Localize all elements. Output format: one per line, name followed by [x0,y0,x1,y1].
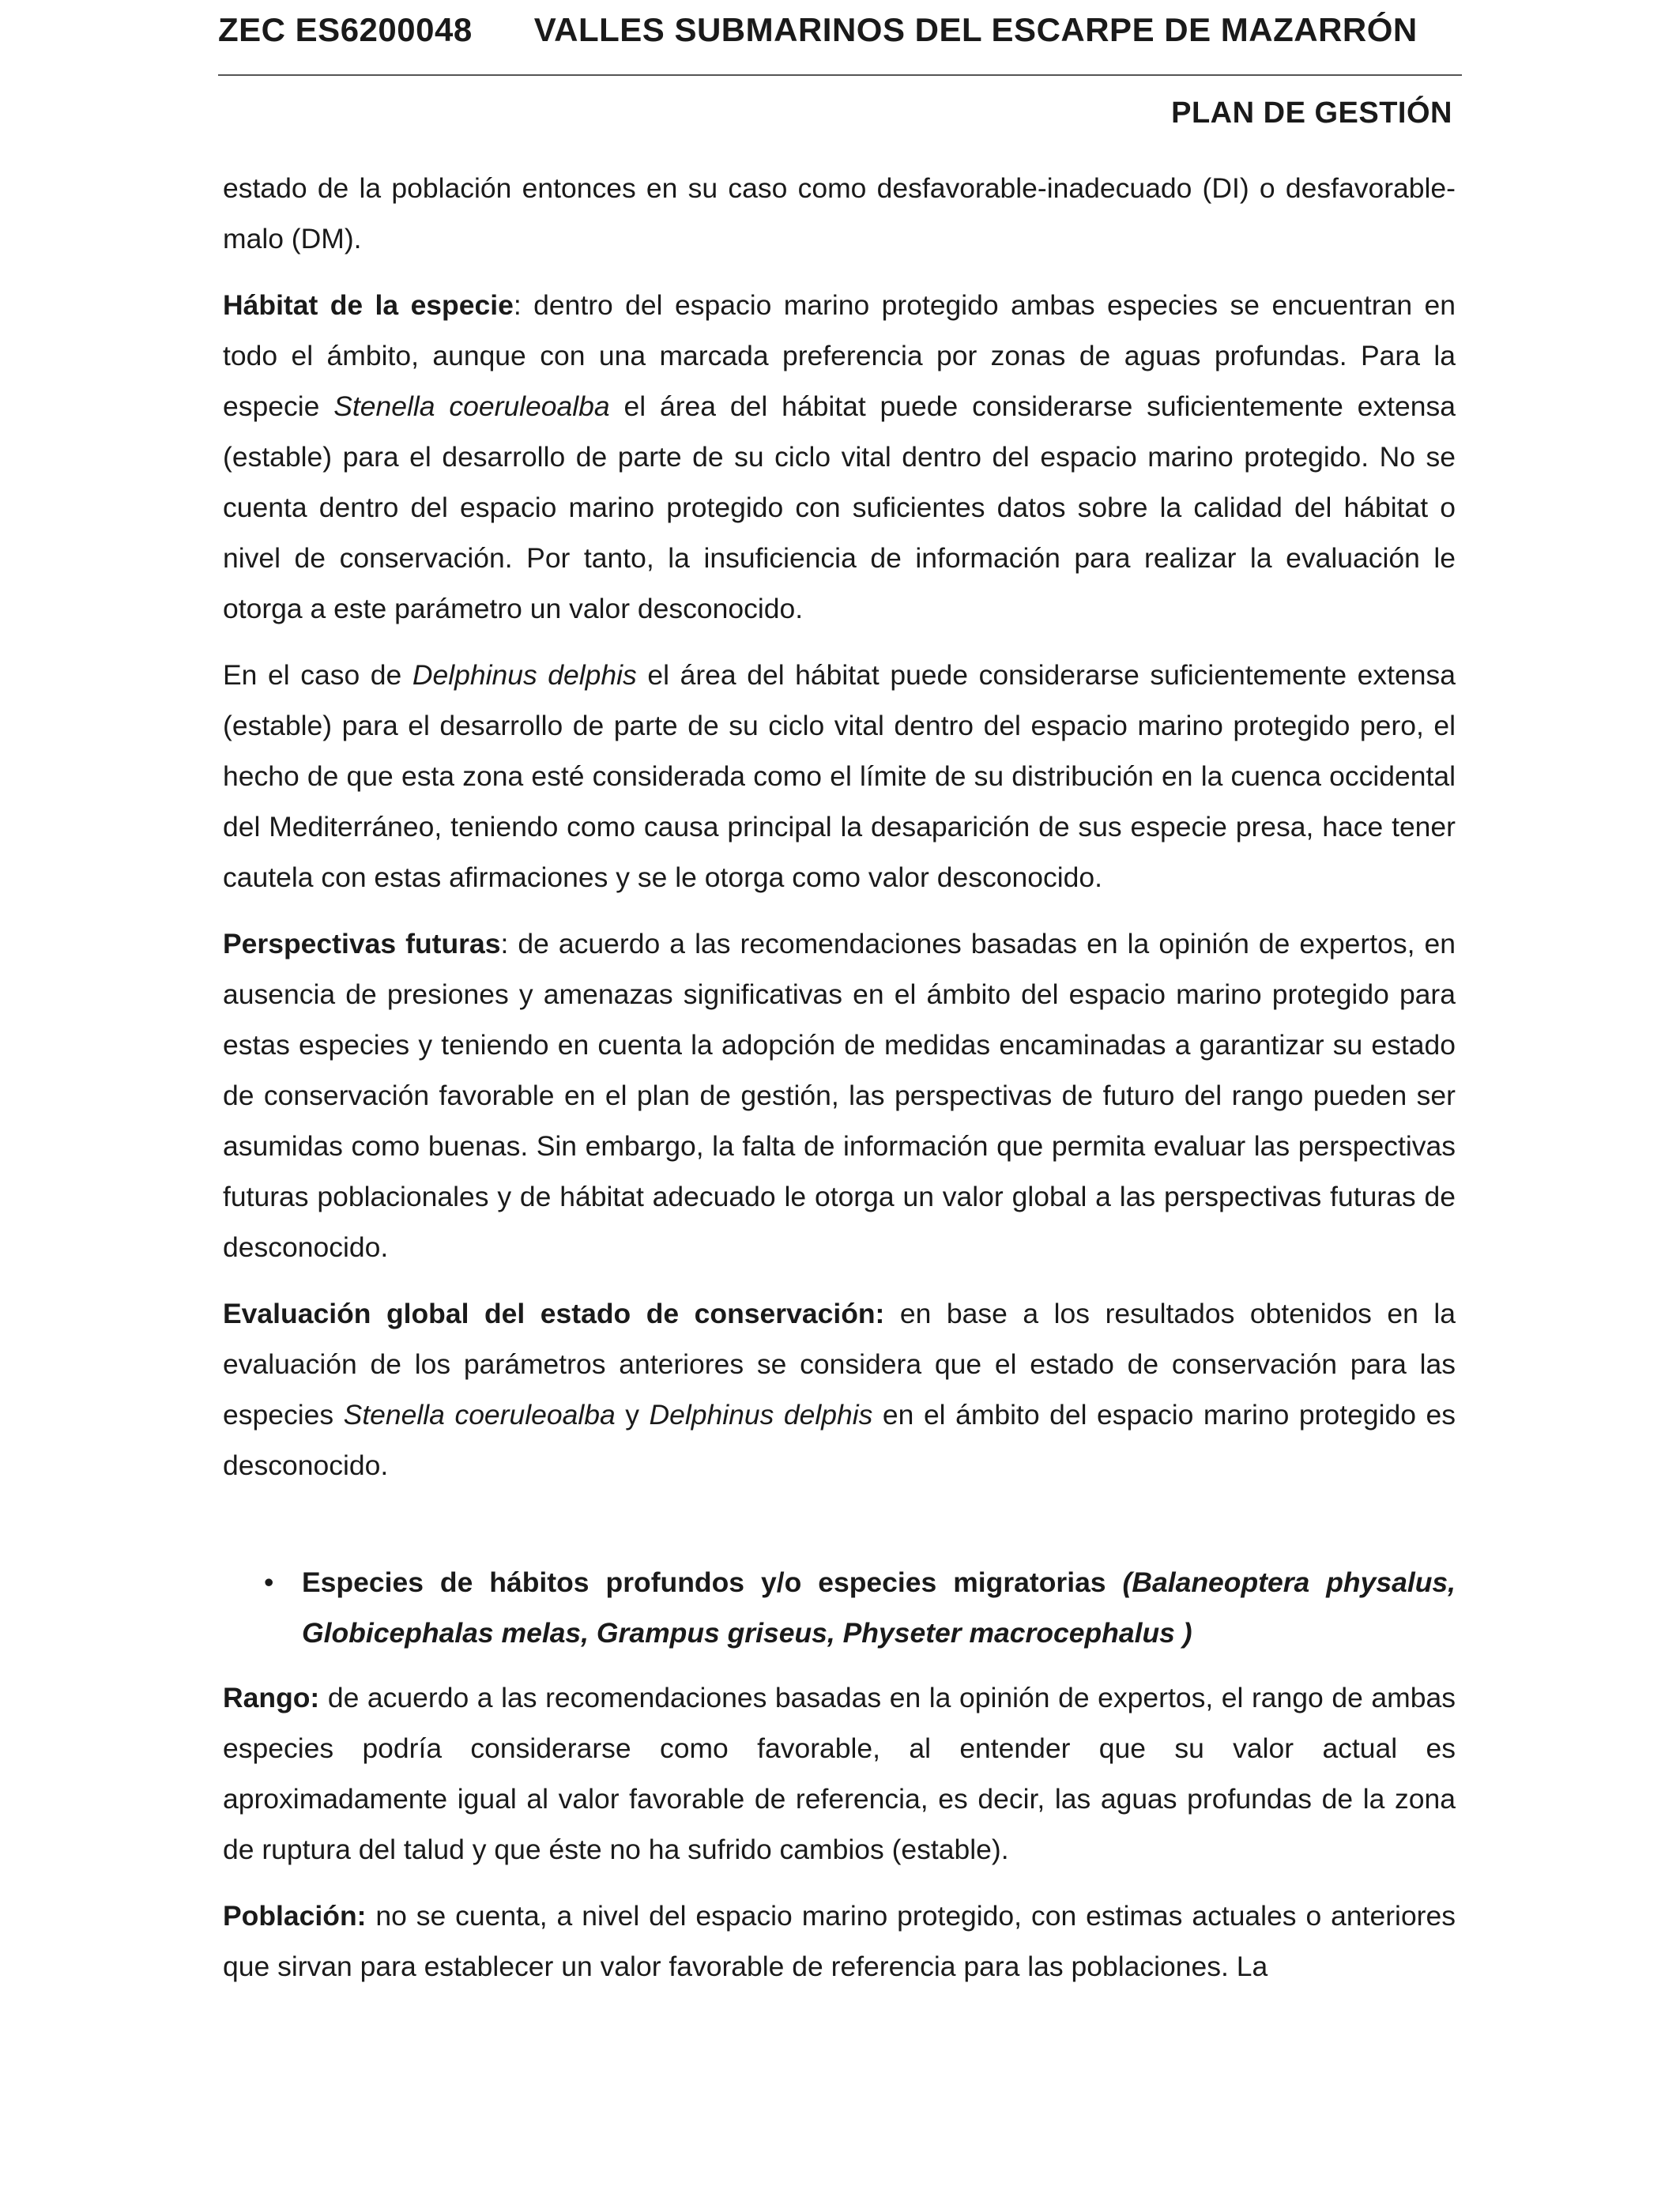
paragraph-rango [223,1672,1456,1875]
document-body [223,163,1456,2007]
paragraph-text: el área del hábitat puede considerarse suficientemente extensa (estable) para el desarrollo de parte de su ciclo vital dentro del espacio marino protegido. No se cuenta dentro del espacio marino protegido con suficientes datos sobre la calidad del hábitat o nivel de conservación. Por tanto, la insuficiencia de información para realizar la evaluación le otorga a este parámetro un valor desconocido. [223,390,1456,624]
paragraph-continuation [223,163,1456,264]
species-name: Stenella coeruleoalba [333,390,610,422]
paragraph-text: no se cuenta, a nivel del espacio marino protegido, con estimas actuales o anteriores que sirvan para establecer un valor favorable de referencia para las poblaciones. La [223,1900,1456,1982]
header-divider [218,74,1462,76]
paragraph-poblacion [223,1891,1456,1992]
bullet-text: Especies de hábitos profundos y/o especies migratorias [302,1566,1123,1598]
species-name: Delphinus delphis [649,1399,873,1431]
bullet-heading [223,1557,1456,1658]
site-code: ZEC ES6200048 [218,11,473,48]
paragraph-habitat [223,280,1456,634]
paragraph-evaluacion [223,1288,1456,1491]
document-subtitle: PLAN DE GESTIÓN [1171,96,1452,130]
paragraph-text: en base a los resultados obtenidos en la evaluación de los parámetros anteriores se considera que el estado de conservación para las especies [223,1298,1456,1431]
species-name: Delphinus delphis [412,659,637,691]
paragraph-text: En el caso de [223,659,412,691]
paragraph-text: en el ámbito del espacio marino protegido es desconocido. [223,1399,1456,1481]
paragraph-lead: Población: [223,1900,367,1932]
paragraph-perspectivas [223,918,1456,1272]
species-name: Stenella coeruleoalba [343,1399,616,1431]
bullet-species-list: (Balaneoptera physalus, Globicephalas melas, Grampus griseus, Physeter macrocephalus ) [302,1566,1456,1649]
header-line [218,0,1462,71]
paragraph-text: el área del hábitat puede considerarse suficientemente extensa (estable) para el desarrollo de parte de su ciclo vital dentro del espacio marino protegido pero, el hecho de que esta zona esté considerada como el límite de su distribución en la cuenca occidental del Mediterráneo, teniendo como causa principal la desaparición de sus especie presa, hace tener cautela con estas afirmaciones y se le otorga como valor desconocido. [223,659,1456,893]
paragraph-text: de acuerdo a las recomendaciones basadas en la opinión de expertos, el rango de ambas especies podría considerarse como favorable, al entender que su valor actual es aproximadamente igual al valor favorable de referencia, es decir, las aguas profundas de la zona de ruptura del talud y que éste no ha sufrido cambios (estable). [223,1682,1456,1865]
paragraph-text: estado de la población entonces en su caso como desfavorable-inadecuado (DI) o desfavorable-malo (DM). [223,172,1456,254]
paragraph-lead: Perspectivas futuras [223,928,501,959]
page-header [218,0,1462,130]
paragraph-lead: Evaluación global del estado de conservación: [223,1298,885,1329]
paragraph-lead: Rango: [223,1682,320,1713]
paragraph-text: : dentro del espacio marino protegido ambas especies se encuentran en todo el ámbito, aunque con una marcada preferencia por zonas de aguas profundas. Para la especie [223,289,1456,422]
document-title: VALLES SUBMARINOS DEL ESCARPE DE MAZARRÓN [533,11,1418,48]
paragraph-text: y [615,1399,650,1431]
paragraph-delphinus [223,650,1456,903]
paragraph-text: : de acuerdo a las recomendaciones basadas en la opinión de expertos, en ausencia de presiones y amenazas significativas en el ámbito del espacio marino protegido para estas especies y teniendo en cuenta la adopción de medidas encaminadas a garantizar su estado de conservación favorable en el plan de gestión, las perspectivas de futuro del rango pueden ser asumidas como buenas. Sin embargo, la falta de información que permita evaluar las perspectivas futuras poblacionales y de hábitat adecuado le otorga un valor global a las perspectivas futuras de desconocido. [223,928,1456,1263]
bullet-icon: • [264,1566,274,1598]
paragraph-lead: Hábitat de la especie [223,289,514,321]
